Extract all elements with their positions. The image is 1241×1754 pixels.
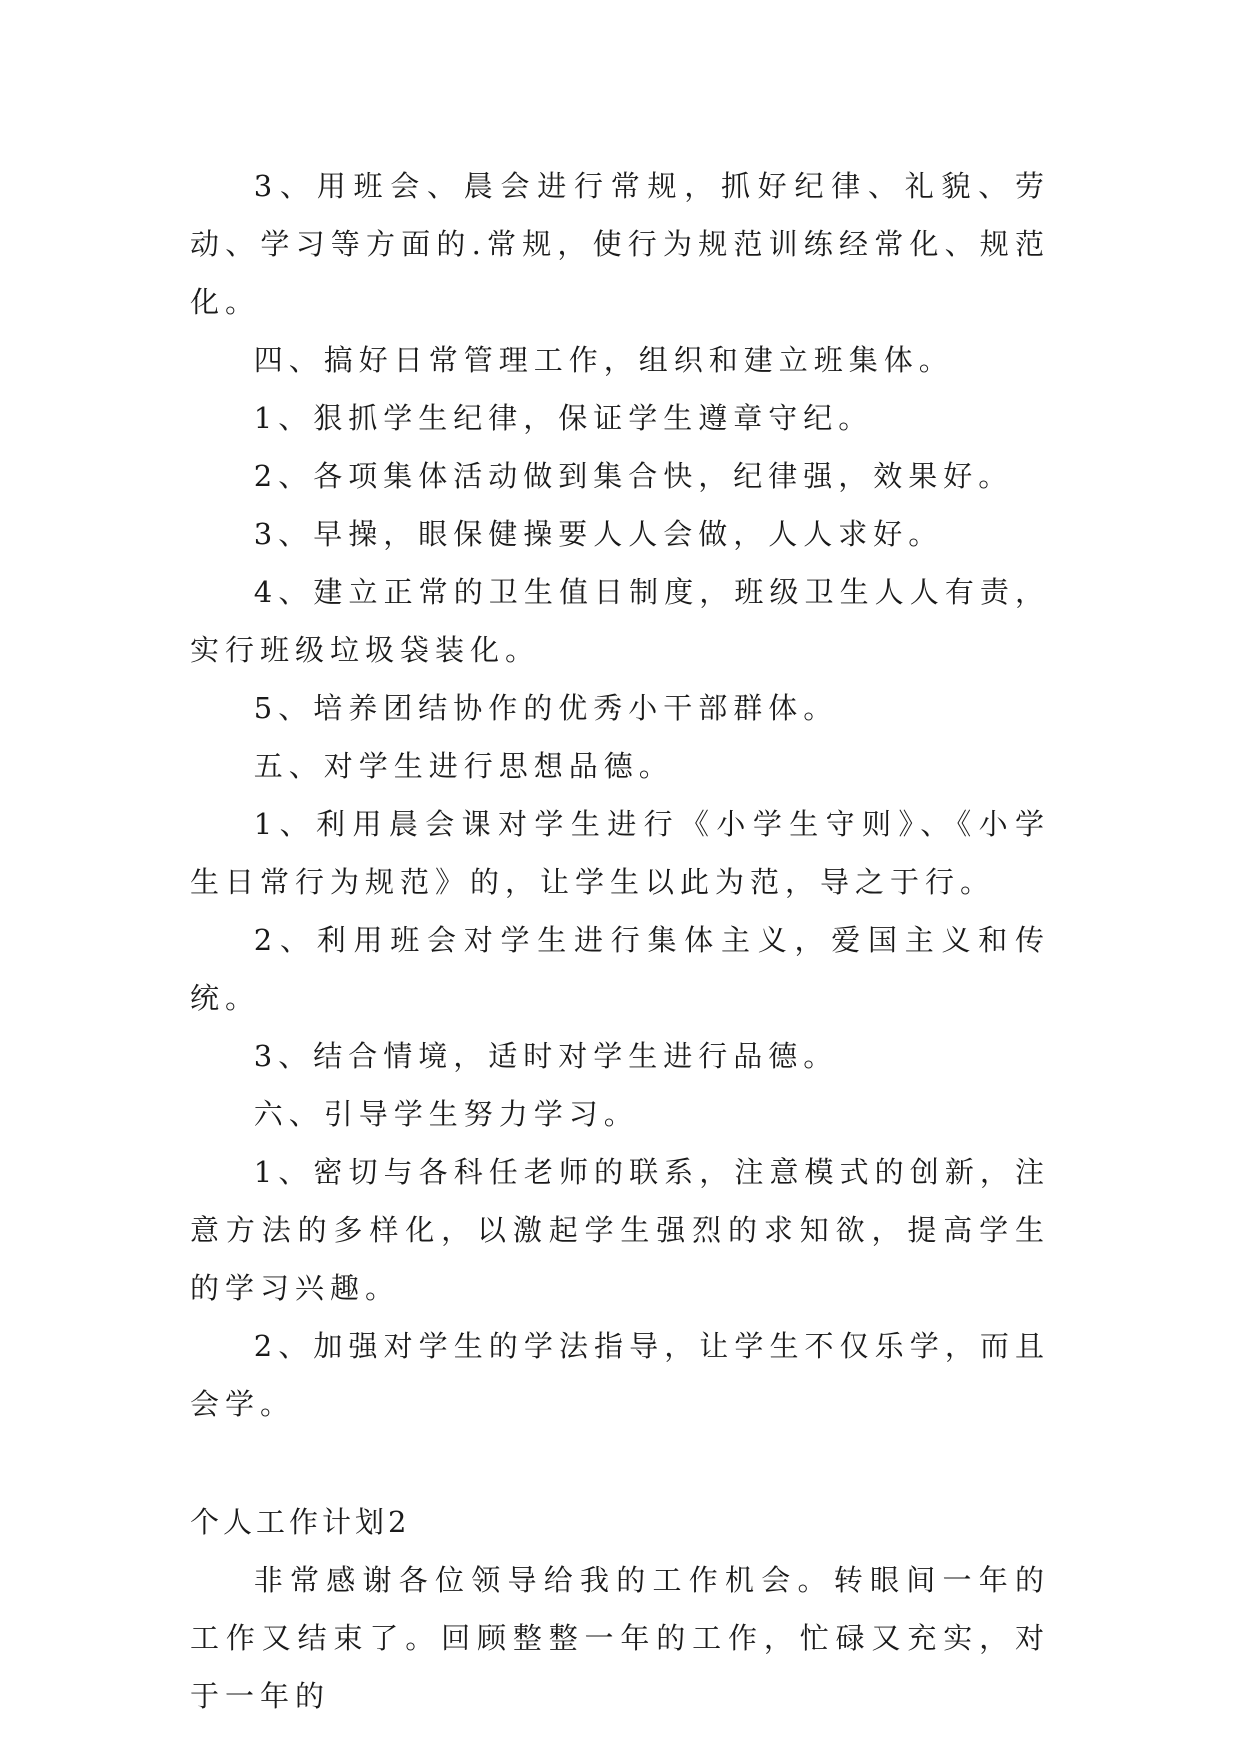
paragraph: 1、狠抓学生纪律，保证学生遵章守纪。 [253, 401, 874, 435]
paragraph: 5、培养团结协作的优秀小干部群体。 [253, 691, 839, 725]
section-heading-five: 五、对学生进行思想品德。 [253, 749, 674, 783]
section-heading-four: 四、搞好日常管理工作，组织和建立班集体。 [253, 343, 954, 377]
paragraph: 4、建立正常的卫生值日制度，班级卫生人人有责，实行班级垃圾袋装化。 [190, 575, 1050, 667]
paragraph: 2、利用班会对学生进行集体主义，爱国主义和传统。 [190, 923, 1050, 1015]
paragraph: 2、加强对学生的学法指导，让学生不仅乐学，而且会学。 [190, 1329, 1050, 1421]
section-heading-six: 六、引导学生努力学习。 [253, 1097, 639, 1131]
paragraph: 1、利用晨会课对学生进行《小学生守则》、《小学生日常行为规范》的，让学生以此为范，导之于行。 [190, 807, 1050, 899]
paragraph: 3、早操，眼保健操要人人会做，人人求好。 [253, 517, 944, 551]
paragraph: 1、密切与各科任老师的联系，注意模式的创新，注意方法的多样化，以激起学生强烈的求知欲，提高学生的学习兴趣。 [190, 1155, 1050, 1305]
paragraph: 3、用班会、晨会进行常规，抓好纪律、礼貌、劳动、学习等方面的.常规，使行为规范训练经常化、规范化。 [190, 169, 1050, 319]
document-body [190, 157, 1050, 1725]
paragraph: 2、各项集体活动做到集合快，纪律强，效果好。 [253, 459, 1014, 493]
paragraph: 3、结合情境，适时对学生进行品德。 [253, 1039, 839, 1073]
document-section-title: 个人工作计划2 [190, 1505, 411, 1539]
paragraph: 非常感谢各位领导给我的工作机会。转眼间一年的工作又结束了。回顾整整一年的工作，忙碌又充实，对于一年的 [190, 1563, 1050, 1713]
